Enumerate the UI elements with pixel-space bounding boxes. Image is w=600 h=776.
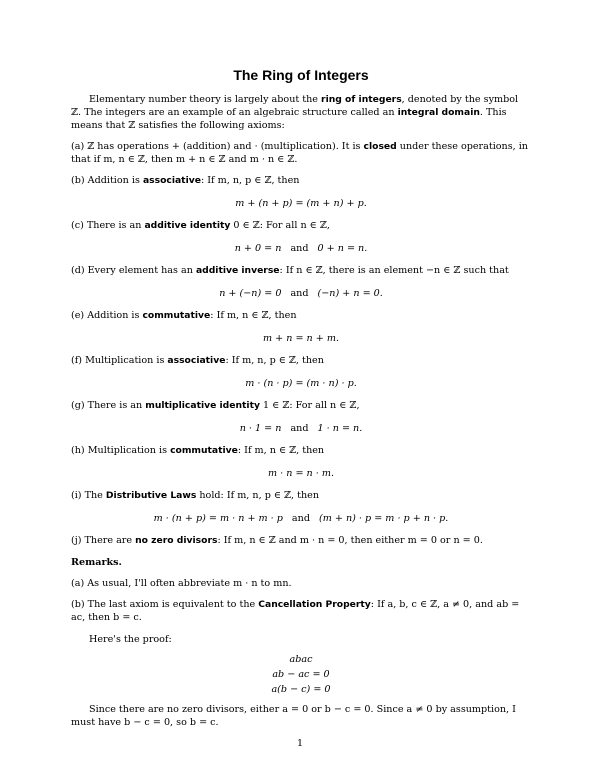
axiom-term: closed (363, 141, 397, 152)
axiom-i (71, 489, 531, 502)
remarks-heading: Remarks. (71, 557, 122, 568)
equation-and: and (291, 513, 310, 524)
axiom-text: : If m, n, p ∈ ℤ, then (200, 175, 300, 186)
proof-line: a(b − c) = 0 (271, 684, 331, 695)
axiom-term: commutative (170, 445, 238, 456)
term-integral-domain: integral domain (397, 107, 480, 118)
axiom-term: associative (142, 175, 201, 186)
axiom-text: (e) Addition is (71, 310, 143, 321)
remark-text: (b) The last axiom is equivalent to the (71, 599, 259, 610)
axiom-c (71, 219, 531, 232)
equation-and: and (290, 243, 309, 254)
axiom-a (71, 140, 531, 166)
equation-f: m · (n · p) = (m · n) · p. (245, 378, 357, 389)
axiom-text: : If m, n ∈ ℤ, then (210, 310, 297, 321)
document-page (71, 66, 531, 729)
proof-line: abac (289, 654, 313, 665)
intro-text: . This means that ℤ satisfies the following axioms: (71, 107, 507, 131)
axiom-term: additive inverse (195, 265, 280, 276)
axiom-j (71, 534, 531, 547)
equation-h: m · n = n · m. (267, 468, 335, 479)
intro-text: , denoted by the symbol ℤ. The integers are an example of an algebraic structure called an (71, 94, 519, 118)
remark-text: : If a, b, c ∈ ℤ, a ≠ 0, and ab = ac, then b = c. (71, 599, 520, 623)
axiom-term: associative (167, 355, 226, 366)
axiom-f (71, 354, 531, 367)
equation-left: n · 1 = n (239, 423, 282, 434)
axiom-term: multiplicative identity (145, 400, 260, 411)
proof-conclusion: Since there are no zero divisors, either a = 0 or b − c = 0. Since a ≠ 0 by assumption, I must have b − c = 0, so b = c. (71, 704, 516, 728)
axiom-text: (h) Multiplication is (71, 445, 171, 456)
axiom-text: under these operations, in that if m, n ∈ ℤ, then m + n ∈ ℤ and m · n ∈ ℤ. (71, 141, 528, 165)
proof-block (71, 652, 531, 697)
remark-a: (a) As usual, I'll often abbreviate m · n to mn. (71, 578, 292, 589)
proof-intro: Here's the proof: (89, 634, 172, 645)
remark-b (71, 598, 531, 624)
equation-and: and (290, 423, 309, 434)
axiom-text: (f) Multiplication is (71, 355, 168, 366)
equation-c (71, 242, 531, 255)
axiom-d (71, 264, 531, 277)
equation-d (71, 287, 531, 300)
equation-right: (−n) + n = 0. (317, 288, 383, 299)
axiom-text: (a) ℤ has operations + (addition) and · (multiplication). It is (71, 141, 364, 152)
axiom-b (71, 174, 531, 187)
axiom-text: 1 ∈ ℤ: For all n ∈ ℤ, (259, 400, 360, 411)
axiom-text: : If n ∈ ℤ, there is an element −n ∈ ℤ such that (279, 265, 509, 276)
axiom-term: Distributive Laws (105, 490, 197, 501)
equation-i (71, 512, 531, 525)
axiom-text: : If m, n ∈ ℤ, then (237, 445, 325, 456)
axiom-g (71, 399, 531, 412)
axiom-e (71, 309, 531, 322)
term-cancellation-property: Cancellation Property (258, 599, 371, 610)
axiom-text: (b) Addition is (71, 175, 143, 186)
equation-and: and (290, 288, 309, 299)
intro-paragraph (71, 93, 531, 132)
equation-left: n + 0 = n (234, 243, 282, 254)
equation-g (71, 422, 531, 435)
equation-right: 1 · n = n. (317, 423, 363, 434)
axiom-term: additive identity (144, 220, 231, 231)
page-title: The Ring of Integers (233, 67, 369, 83)
axiom-text: hold: If m, n, p ∈ ℤ, then (196, 490, 320, 501)
axiom-text: : If m, n, p ∈ ℤ, then (225, 355, 324, 366)
equation-e: m + n = n + m. (262, 333, 339, 344)
axiom-text: (g) There is an (71, 400, 146, 411)
axiom-h (71, 444, 531, 457)
axiom-text: (i) The (71, 490, 106, 501)
equation-left: n + (−n) = 0 (219, 288, 282, 299)
axiom-term: commutative (142, 310, 211, 321)
axiom-text: (c) There is an (71, 220, 145, 231)
equation-b: m + (n + p) = (m + n) + p. (235, 198, 367, 209)
axiom-text: (j) There are (71, 535, 136, 546)
page-number: 1 (296, 738, 304, 749)
axiom-text: 0 ∈ ℤ: For all n ∈ ℤ, (230, 220, 330, 231)
proof-line: ab − ac = 0 (272, 669, 330, 680)
intro-text: Elementary number theory is largely about the (89, 94, 322, 105)
axiom-text: : If m, n ∈ ℤ and m · n = 0, then either m = 0 or n = 0. (217, 535, 483, 546)
axiom-text: (d) Every element has an (71, 265, 196, 276)
axiom-term: no zero divisors (135, 535, 218, 546)
equation-right: 0 + n = n. (317, 243, 368, 254)
equation-left: m · (n + p) = m · n + m · p (153, 513, 283, 524)
equation-right: (m + n) · p = m · p + n · p. (318, 513, 449, 524)
term-ring-of-integers: ring of integers (321, 94, 402, 105)
